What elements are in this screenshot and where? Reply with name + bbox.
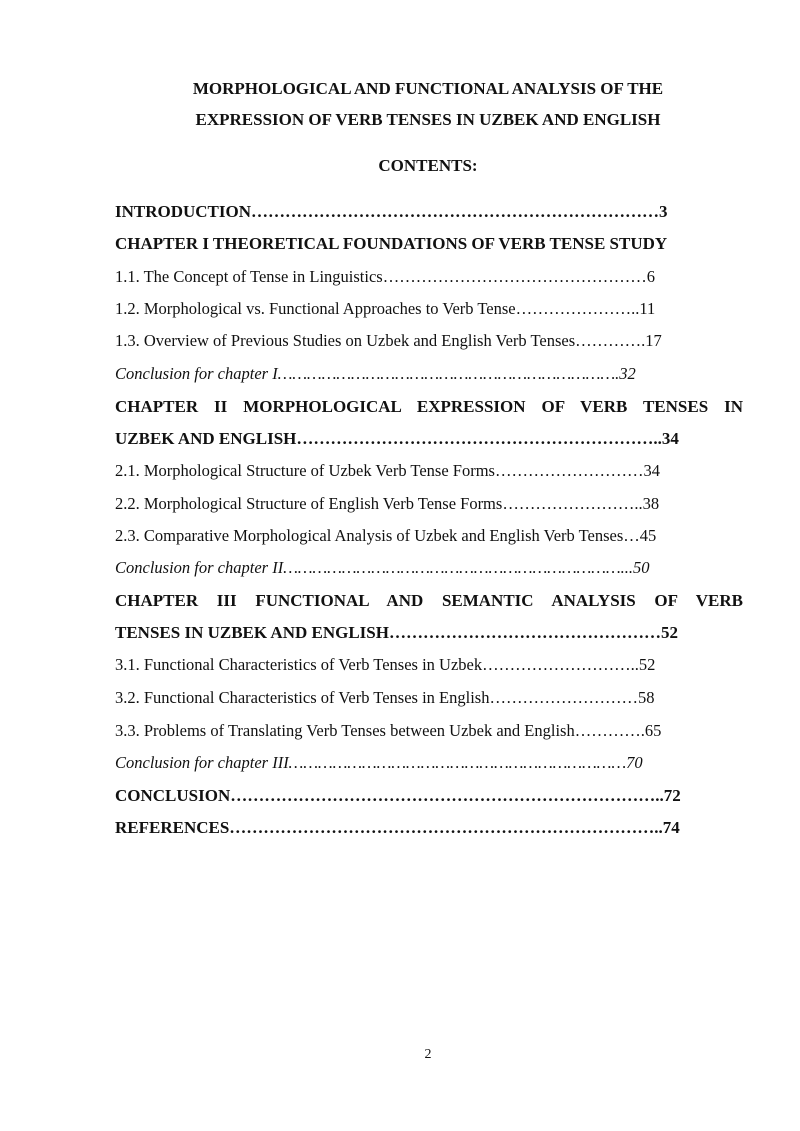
toc-entry-section-3-3: 3.3. Problems of Translating Verb Tenses between Uzbek and English………….65 <box>115 721 662 740</box>
toc-entry-conclusion-chapter-2: Conclusion for chapter II……………………………………………………………...50 <box>115 558 650 577</box>
toc-entry-chapter-1: CHAPTER I THEORETICAL FOUNDATIONS OF VERB TENSE STUDY <box>115 234 668 253</box>
toc-entry-conclusion-chapter-3: Conclusion for chapter III……………………………………………………………70 <box>115 753 643 772</box>
document-title-line-1: MORPHOLOGICAL AND FUNCTIONAL ANALYSIS OF THE <box>192 79 664 98</box>
toc-entry-introduction: INTRODUCTION………………………………………………………………3 <box>115 202 668 221</box>
toc-entry-references: REFERENCES…………………………………………………………………..74 <box>115 818 680 837</box>
contents-heading: CONTENTS: <box>378 156 478 175</box>
toc-entry-section-3-1: 3.1. Functional Characteristics of Verb Tenses in Uzbek………………………..52 <box>115 655 656 674</box>
toc-entry-section-2-1: 2.1. Morphological Structure of Uzbek Verb Tense Forms………………………34 <box>115 461 660 480</box>
toc-entry-conclusion: CONCLUSION…………………………………………………………………..72 <box>115 786 681 805</box>
toc-entry-section-1-3: 1.3. Overview of Previous Studies on Uzbek and English Verb Tenses………….17 <box>115 331 662 350</box>
toc-entry-conclusion-chapter-1: Conclusion for chapter I…………………………………………………………….32 <box>115 364 636 383</box>
toc-entry-chapter-3-line-1: CHAPTER III FUNCTIONAL AND SEMANTIC ANALYSIS OF VERB <box>115 591 743 610</box>
toc-entry-section-2-2: 2.2. Morphological Structure of English Verb Tense Forms……………………..38 <box>115 494 660 513</box>
toc-entry-chapter-2-line-1: CHAPTER II MORPHOLOGICAL EXPRESSION OF VERB TENSES IN <box>115 397 743 416</box>
document-title-line-2: EXPRESSION OF VERB TENSES IN UZBEK AND ENGLISH <box>195 110 661 129</box>
toc-entry-chapter-2-line-2: UZBEK AND ENGLISH………………………………………………………..34 <box>115 429 679 448</box>
toc-entry-section-3-2: 3.2. Functional Characteristics of Verb Tenses in English………………………58 <box>115 688 655 707</box>
toc-entry-chapter-3-line-2: TENSES IN UZBEK AND ENGLISH…………………………………………52 <box>115 623 678 642</box>
toc-entry-section-1-2: 1.2. Morphological vs. Functional Approaches to Verb Tense…………………..11 <box>115 299 656 318</box>
toc-entry-section-1-1: 1.1. The Concept of Tense in Linguistics…………………………………………6 <box>115 267 655 286</box>
page-number: 2 <box>424 1047 432 1062</box>
toc-entry-section-2-3: 2.3. Comparative Morphological Analysis of Uzbek and English Verb Tenses…45 <box>115 526 657 545</box>
